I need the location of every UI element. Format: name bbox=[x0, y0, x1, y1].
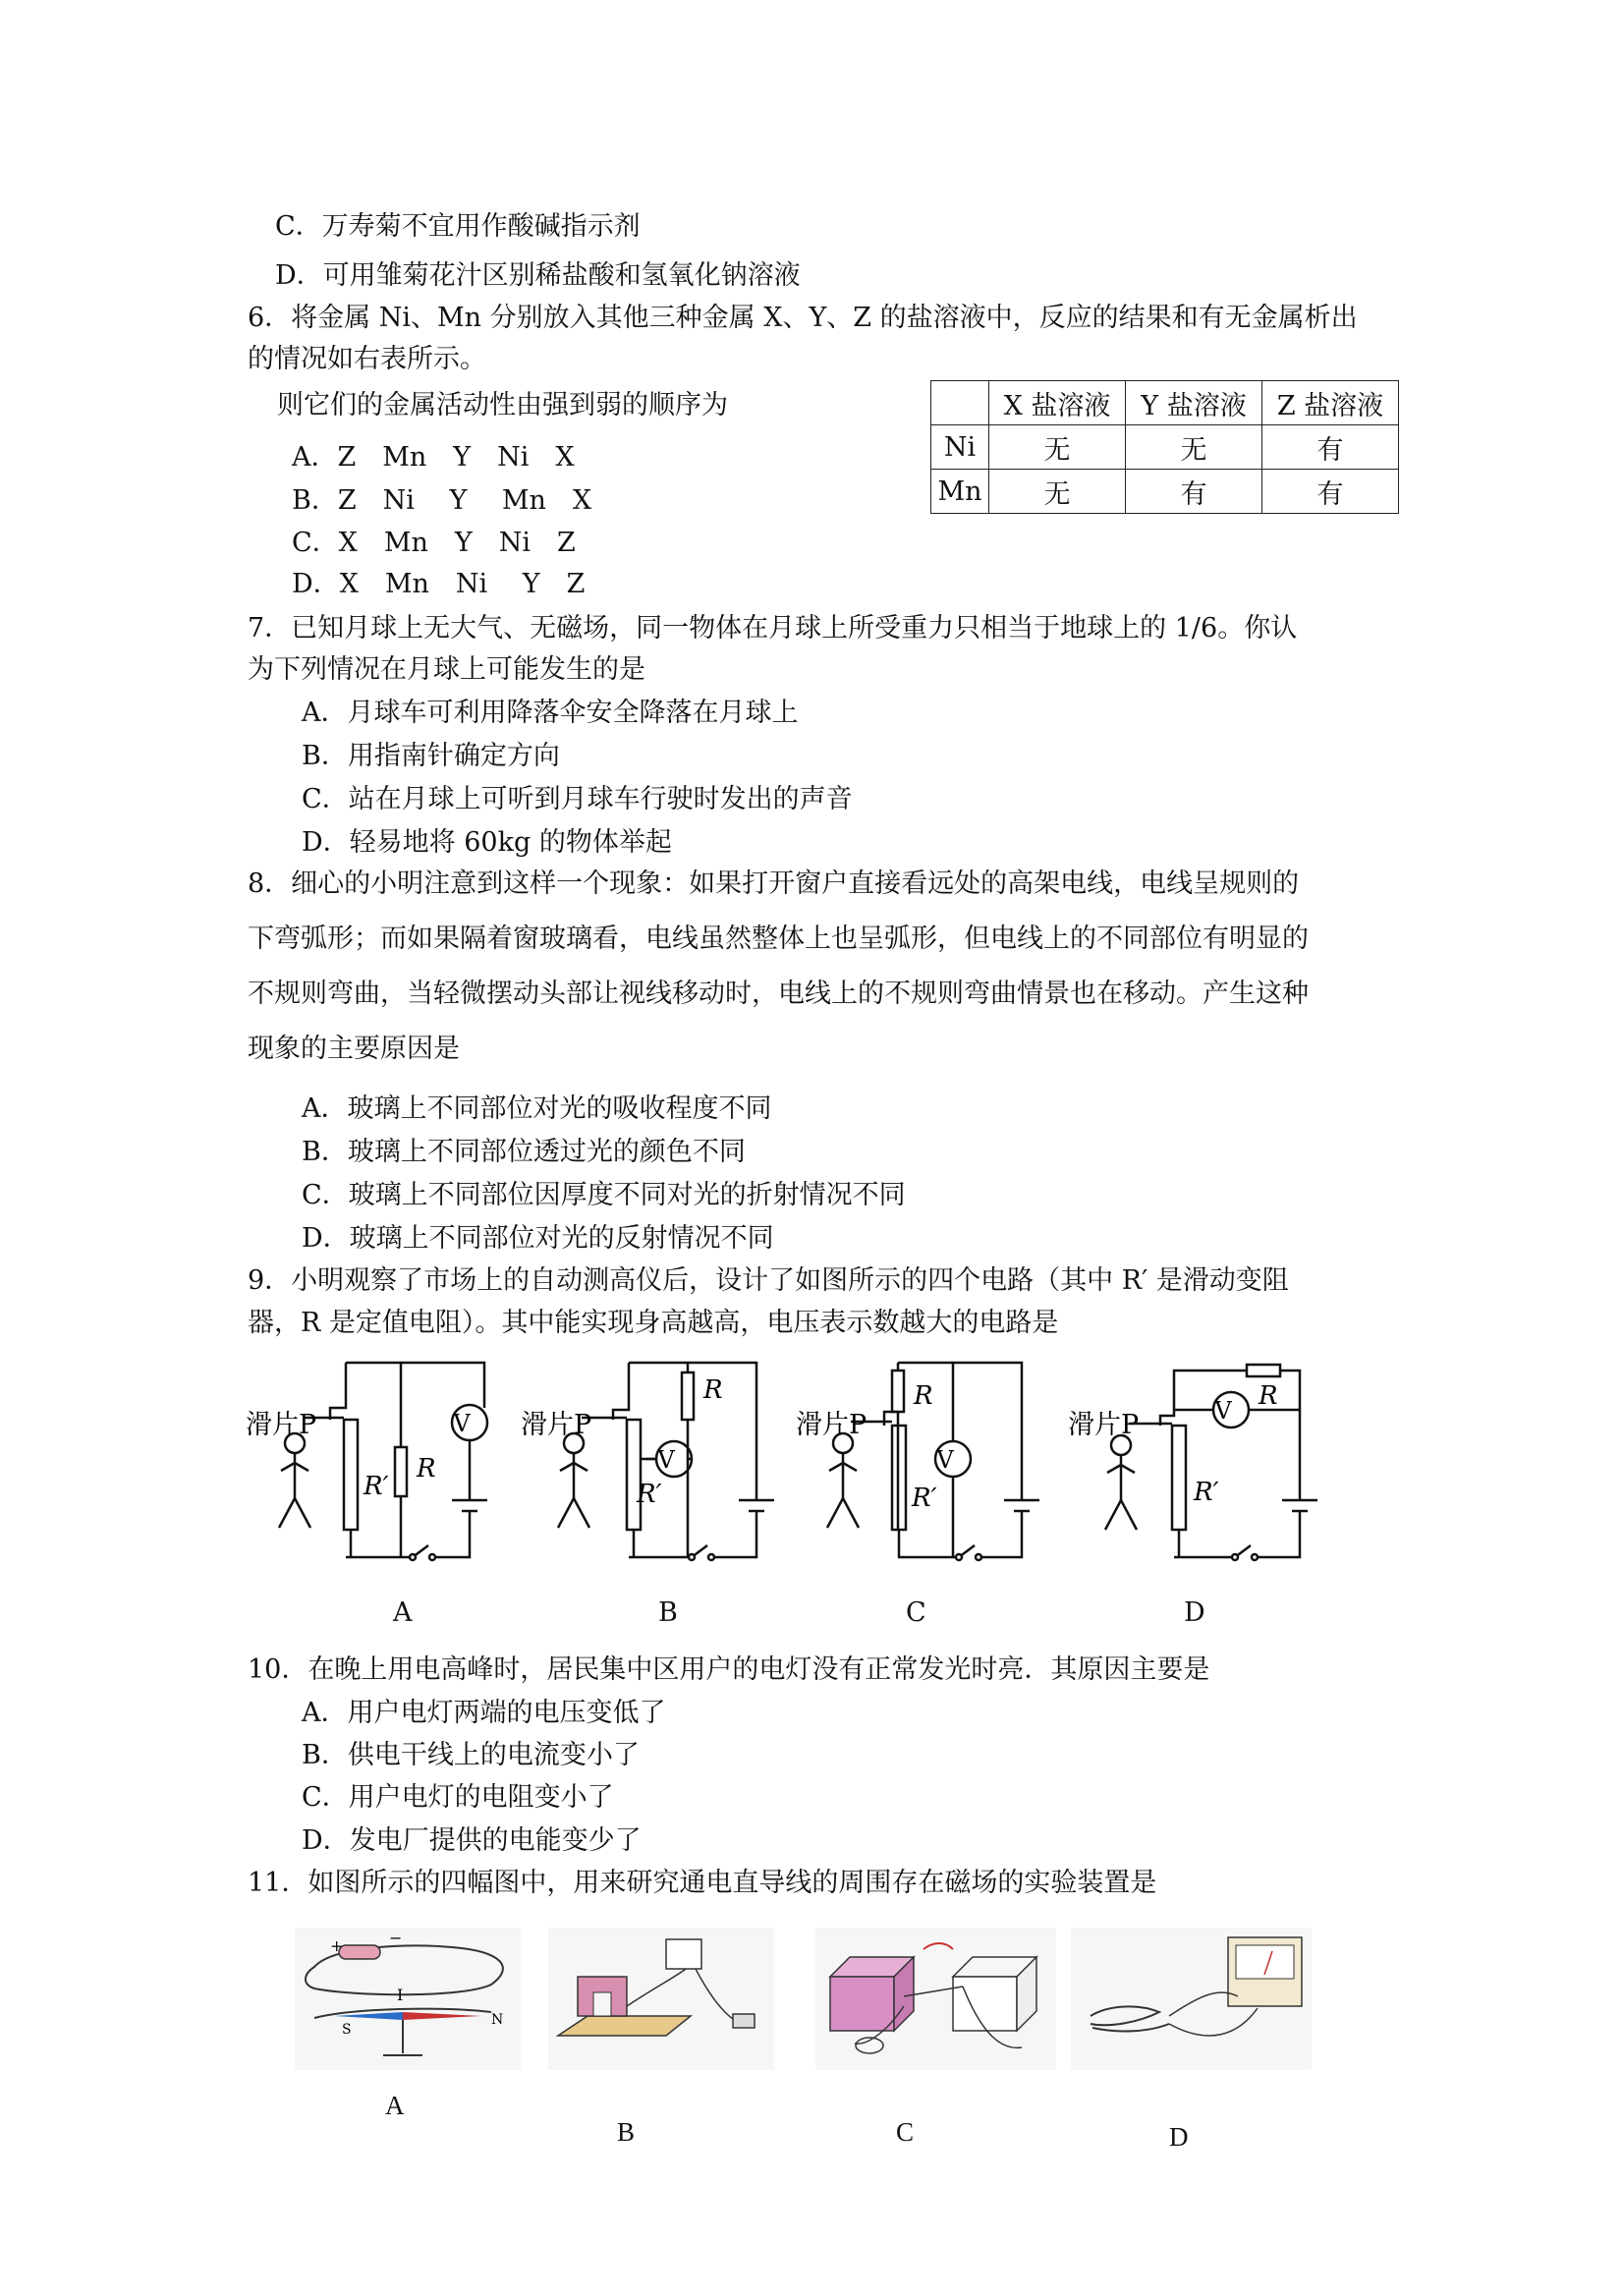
q11-figure-b bbox=[548, 1928, 774, 2075]
slider-label: 滑片P bbox=[1068, 1410, 1140, 1440]
q11-stem: 11．如图所示的四幅图中，用来研究通电直导线的周围存在磁场的实验装置是 bbox=[248, 1868, 1157, 1898]
switch-icon bbox=[733, 2014, 755, 2028]
slider-label: 滑片P bbox=[246, 1410, 317, 1440]
q7-stem-line2: 为下列情况在月球上可能发生的是 bbox=[248, 654, 645, 685]
label-current: I bbox=[397, 1986, 404, 2004]
table-cell: 无 bbox=[989, 425, 1126, 470]
table-row-label: Mn bbox=[931, 470, 989, 514]
power-supply-icon bbox=[666, 1939, 701, 1969]
resistor-r bbox=[1247, 1365, 1280, 1376]
q11-caption-a: A bbox=[385, 2091, 405, 2120]
q11-caption-d: D bbox=[1169, 2122, 1189, 2152]
q8-option-c: C．玻璃上不同部位因厚度不同对光的折射情况不同 bbox=[302, 1180, 906, 1210]
q6-option-b: B．Z Ni Y Mn X bbox=[292, 485, 592, 516]
voltmeter-label: V bbox=[1214, 1397, 1232, 1425]
rheostat-label: R′ bbox=[637, 1480, 662, 1509]
q8-option-d: D．玻璃上不同部位对光的反射情况不同 bbox=[302, 1223, 774, 1254]
q10-stem: 10．在晚上用电高峰时，居民集中区用户的电灯没有正常发光时亮．其原因主要是 bbox=[248, 1654, 1210, 1685]
q9-circuit-a bbox=[244, 1361, 499, 1572]
slider-label: 滑片P bbox=[521, 1410, 592, 1440]
q5-option-c: C．万寿菊不宜用作酸碱指示剂 bbox=[275, 211, 641, 242]
q8-option-b: B．玻璃上不同部位透过光的颜色不同 bbox=[302, 1137, 746, 1167]
q9-circuit-c bbox=[794, 1361, 1054, 1572]
rheostat-label: R′ bbox=[1194, 1478, 1219, 1507]
q7-option-a: A．月球车可利用降落伞安全降落在月球上 bbox=[302, 698, 799, 728]
q10-option-c: C．用户电灯的电阻变小了 bbox=[302, 1782, 614, 1813]
resistor-label: R bbox=[703, 1375, 723, 1405]
q11-figure-d bbox=[1071, 1918, 1312, 2090]
voltmeter-label: V bbox=[936, 1446, 954, 1474]
q9-caption-a: A bbox=[393, 1597, 413, 1628]
table-header-cell: Y 盐溶液 bbox=[1126, 381, 1262, 425]
q11-caption-b: B bbox=[617, 2117, 636, 2147]
battery-icon bbox=[339, 1945, 380, 1959]
q6-option-d: D．X Mn Ni Y Z bbox=[292, 569, 586, 599]
q11-caption-c: C bbox=[896, 2117, 915, 2147]
table-row bbox=[931, 470, 1399, 514]
resistor-r bbox=[395, 1447, 407, 1496]
label-s: S bbox=[342, 2022, 352, 2038]
label-minus: − bbox=[389, 1929, 403, 1947]
q6-stem-line3: 则它们的金属活动性由强到弱的顺序为 bbox=[277, 390, 728, 420]
table-cell: 有 bbox=[1262, 470, 1399, 514]
q9-caption-c: C bbox=[906, 1597, 926, 1628]
q10-option-d: D．发电厂提供的电能变少了 bbox=[302, 1825, 642, 1856]
resistor-label: R bbox=[417, 1454, 436, 1484]
q8-stem-line3: 不规则弯曲，当轻微摆动头部让视线移动时，电线上的不规则弯曲情景也在移动。产生这种 bbox=[248, 979, 1309, 1009]
table-header-cell: Z 盐溶液 bbox=[1262, 381, 1399, 425]
q9-caption-d: D bbox=[1184, 1597, 1205, 1628]
q10-option-b: B．供电干线上的电流变小了 bbox=[302, 1740, 640, 1770]
q5-option-d: D．可用雏菊花汁区别稀盐酸和氢氧化钠溶液 bbox=[275, 260, 801, 291]
q7-option-b: B．用指南针确定方向 bbox=[302, 741, 560, 771]
table-cell: 有 bbox=[1262, 425, 1399, 470]
q7-stem-line1: 7．已知月球上无大气、无磁场，同一物体在月球上所受重力只相当于地球上的 1/6。你认 bbox=[248, 613, 1298, 644]
rheostat-rp bbox=[344, 1420, 358, 1530]
table-cell: 无 bbox=[989, 470, 1126, 514]
q11-figure-a bbox=[295, 1928, 521, 2085]
q6-reaction-table bbox=[930, 380, 1399, 514]
q9-stem-line2: 器，R 是定值电阻）。其中能实现身高越高，电压表示数越大的电路是 bbox=[248, 1308, 1059, 1338]
magnet-s-icon bbox=[953, 1977, 1017, 2031]
q6-option-c: C．X Mn Y Ni Z bbox=[292, 528, 576, 558]
table-header-cell: X 盐溶液 bbox=[989, 381, 1126, 425]
resistor-r bbox=[892, 1371, 904, 1412]
rheostat-rp bbox=[1172, 1426, 1186, 1530]
table-cell: 有 bbox=[1126, 470, 1262, 514]
table-cell: 无 bbox=[1126, 425, 1262, 470]
q7-option-d: D．轻易地将 60kg 的物体举起 bbox=[302, 827, 672, 858]
q8-stem-line2: 下弯弧形；而如果隔着窗玻璃看，电线虽然整体上也呈弧形，但电线上的不同部位有明显的 bbox=[248, 924, 1309, 954]
q11-figure-c bbox=[815, 1928, 1056, 2075]
q9-stem-line1: 9．小明观察了市场上的自动测高仪后，设计了如图所示的四个电路（其中 R′ 是滑动变阻 bbox=[248, 1265, 1289, 1296]
table-header-cell bbox=[931, 381, 989, 425]
q6-stem-line1: 6．将金属 Ni、Mn 分别放入其他三种金属 X、Y、Z 的盐溶液中，反应的结果和有无金属析出 bbox=[248, 303, 1358, 333]
q7-option-c: C．站在月球上可听到月球车行驶时发出的声音 bbox=[302, 784, 853, 814]
resistor-r bbox=[682, 1372, 694, 1420]
resistor-label: R bbox=[1259, 1381, 1278, 1411]
q6-option-a: A．Z Mn Y Ni X bbox=[292, 442, 575, 473]
q8-stem-line1: 8．细心的小明注意到这样一个现象：如果打开窗户直接看远处的高架电线，电线呈规则的 bbox=[248, 868, 1300, 899]
rheostat-label: R′ bbox=[364, 1472, 389, 1501]
voltmeter-label: V bbox=[657, 1446, 675, 1474]
rheostat-label: R′ bbox=[912, 1484, 937, 1513]
q9-circuit-b bbox=[519, 1361, 774, 1572]
slider-label: 滑片P bbox=[796, 1410, 867, 1440]
table-row bbox=[931, 425, 1399, 470]
resistor-label: R bbox=[914, 1381, 933, 1411]
voltmeter-label: V bbox=[453, 1410, 471, 1437]
label-plus: + bbox=[330, 1936, 344, 1955]
label-n: N bbox=[491, 2012, 504, 2028]
q8-stem-line4: 现象的主要原因是 bbox=[248, 1034, 460, 1064]
table-row-label: Ni bbox=[931, 425, 989, 470]
table-header-row bbox=[931, 381, 1399, 425]
q8-option-a: A．玻璃上不同部位对光的吸收程度不同 bbox=[302, 1093, 772, 1124]
q6-stem-line2: 的情况如右表所示。 bbox=[248, 344, 486, 374]
q10-option-a: A．用户电灯两端的电压变低了 bbox=[302, 1698, 666, 1728]
rheostat-rp bbox=[627, 1420, 641, 1530]
magnet-n-icon bbox=[830, 1977, 894, 2031]
q9-caption-b: B bbox=[658, 1597, 678, 1628]
q9-circuit-d bbox=[1066, 1361, 1326, 1572]
